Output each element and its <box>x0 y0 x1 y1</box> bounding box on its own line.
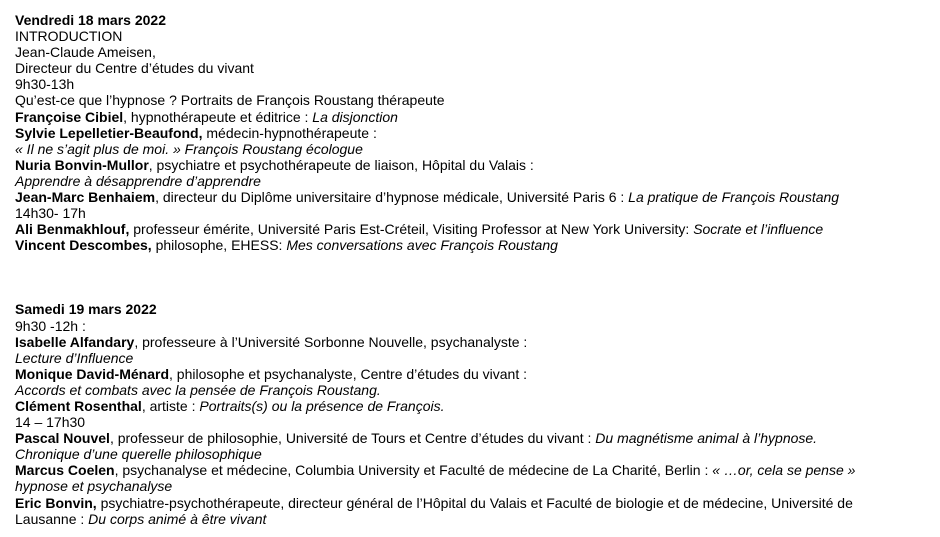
morning-time: 9h30-13h <box>15 76 75 93</box>
day-1-section <box>15 12 930 253</box>
talk-entry <box>15 125 930 141</box>
speaker-name: Vincent Descombes, <box>15 237 152 254</box>
speaker-name: Eric Bonvin, <box>15 494 97 511</box>
talk-entry <box>15 189 930 205</box>
intro-role: Directeur du Centre d’études du vivant <box>15 60 254 77</box>
speaker-role: , hypnothérapeute et éditrice : <box>123 108 313 125</box>
speaker-name: Pascal Nouvel <box>15 430 110 447</box>
talk-entry <box>15 109 930 125</box>
speaker-role: , philosophe et psychanalyste, Centre d’études du vivant : <box>169 365 528 382</box>
talk-title: Portraits(s) ou la présence de François. <box>199 397 445 414</box>
talk-title: Accords et combats avec la pensée de François Roustang. <box>15 381 381 398</box>
speaker-role: psychiatre-psychothérapeute, directeur général de l’Hôpital du Valais et Faculté de biologie et de médecine, Université de <box>96 494 853 511</box>
talk-title: « Il ne s’agit plus de moi. » François Roustang écologue <box>15 140 363 157</box>
speaker-name: Jean-Marc Benhaiem <box>15 189 156 206</box>
talk-entry <box>15 366 930 382</box>
talk-entry <box>15 462 930 478</box>
talk-title: Du magnétisme animal à l’hypnose. <box>595 430 818 447</box>
talk-title: La pratique de François Roustang <box>628 189 840 206</box>
morning-title: Qu’est-ce que l’hypnose ? Portraits de François Roustang thérapeute <box>15 92 445 109</box>
talk-entry <box>15 157 930 173</box>
speaker-role: , professeur de philosophie, Université de Tours et Centre d’études du vivant : <box>109 430 596 447</box>
morning-time: 9h30 -12h : <box>15 317 86 334</box>
afternoon-time: 14 – 17h30 <box>15 414 86 431</box>
talk-title-continued: hypnose et psychanalyse <box>15 478 173 495</box>
talk-entry <box>15 495 930 511</box>
speaker-role: , psychiatre et psychothérapeute de liaison, Hôpital du Valais : <box>148 156 534 173</box>
intro-speaker: Jean-Claude Ameisen, <box>15 44 156 61</box>
talk-title: La disjonction <box>312 108 398 125</box>
talk-title: Socrate et l’influence <box>693 221 824 238</box>
speaker-role: philosophe, EHESS: <box>151 237 287 254</box>
speaker-name: Monique David-Ménard <box>15 365 170 382</box>
afternoon-time: 14h30- 17h <box>15 205 86 222</box>
speaker-name: Ali Benmakhlouf, <box>15 221 130 238</box>
talk-entry <box>15 398 930 414</box>
talk-title: « …or, cela se pense » <box>712 462 856 479</box>
speaker-role-continued: Lausanne : <box>15 510 89 527</box>
talk-title: Apprendre à désapprendre d’apprendre <box>15 172 261 189</box>
speaker-role: professeur émérite, Université Paris Est-Créteil, Visiting Professor at New York University: <box>129 221 694 238</box>
speaker-name: Clément Rosenthal <box>15 397 142 414</box>
speaker-role: , artiste : <box>141 397 200 414</box>
speaker-name: Nuria Bonvin-Mullor <box>15 156 149 173</box>
speaker-role: , directeur du Diplôme universitaire d’hypnose médicale, Université Paris 6 : <box>155 189 629 206</box>
talk-title: Mes conversations avec François Roustang <box>286 237 558 254</box>
talk-title: Lecture d’Influence <box>15 349 134 366</box>
day-2-date: Samedi 19 mars 2022 <box>15 301 157 318</box>
talk-entry <box>15 237 930 253</box>
talk-title: Du corps animé à être vivant <box>88 510 267 527</box>
speaker-role: , psychanalyse et médecine, Columbia University et Faculté de médecine de La Charité, Berlin : <box>114 462 713 479</box>
speaker-name: Sylvie Lepelletier-Beaufond, <box>15 124 203 141</box>
speaker-role: médecin-hypnothérapeute : <box>202 124 377 141</box>
day-2-section <box>15 301 930 526</box>
speaker-name: Françoise Cibiel <box>15 108 124 125</box>
speaker-name: Isabelle Alfandary <box>15 333 135 350</box>
program-document <box>15 12 930 527</box>
speaker-role: , professeure à l’Université Sorbonne Nouvelle, psychanalyste : <box>134 333 528 350</box>
talk-entry <box>15 334 930 350</box>
talk-title-continued: Chronique d’une querelle philosophique <box>15 446 262 463</box>
talk-entry <box>15 221 930 237</box>
intro-heading: INTRODUCTION <box>15 28 123 45</box>
talk-entry <box>15 430 930 446</box>
speaker-name: Marcus Coelen <box>15 462 115 479</box>
day-1-date: Vendredi 18 mars 2022 <box>15 12 166 28</box>
